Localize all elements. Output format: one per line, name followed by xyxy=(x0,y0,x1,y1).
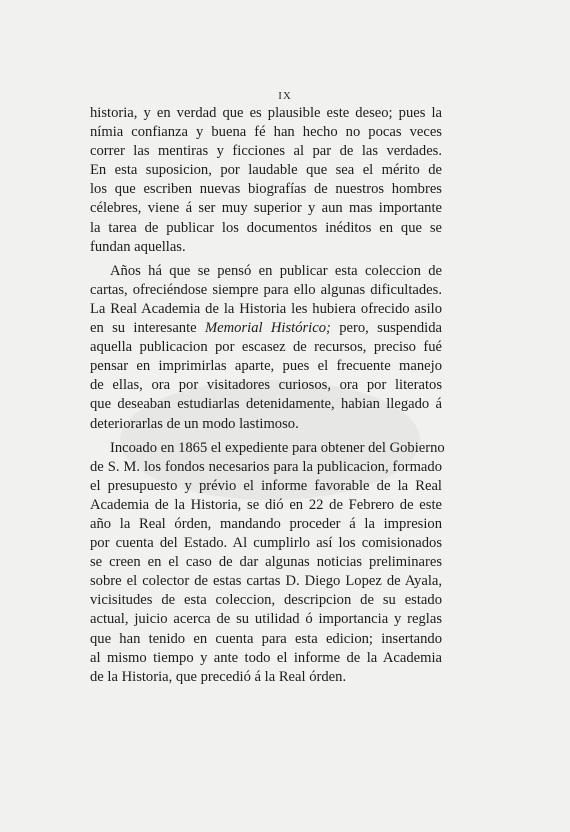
text-line: que deseaban estudiarlas detenidamente, habian llegado á xyxy=(90,396,442,413)
text-line: año la Real órden, mandando proceder á la impresion xyxy=(90,515,442,532)
text-line: pensar en imprimirlas aparte, pues el frecuente manejo xyxy=(90,358,442,375)
text-line: sobre el colector de estas cartas D. Diego Lopez de Ayala, xyxy=(90,573,442,590)
text-line: de ellas, ora por visitadores curiosos, ora por literatos xyxy=(90,377,442,394)
page-number: IX xyxy=(278,90,292,102)
paragraph-1 xyxy=(90,104,442,257)
text-line: de la Historia, que precedió á la Real órden. xyxy=(90,668,347,685)
text-line: se creen en el caso de dar algunas noticias preliminares xyxy=(90,554,442,571)
text-line: la tarea de publicar los documentos inéditos en que se xyxy=(90,219,442,236)
text-line: que han tenido en cuenta para esta edicion; insertando xyxy=(90,630,442,647)
text-line: historia, y en verdad que es plausible este deseo; pues la xyxy=(90,105,442,121)
text-line: el presupuesto y prévio el informe favorable de la Real xyxy=(90,477,442,494)
text-line: En esta suposicion, por laudable que sea el mérito de xyxy=(90,162,442,179)
text-line: nímia confianza y buena fé han hecho no pocas veces xyxy=(90,124,442,141)
paragraph-3 xyxy=(90,439,445,687)
text-line: de S. M. los fondos necesarios para la publicacion, formado xyxy=(90,458,442,475)
body-text xyxy=(90,104,445,692)
text-line: actual, juicio acerca de su utilidad ó importancia y reglas xyxy=(90,611,442,628)
text-line: correr las mentiras y ficciones al par de las verdades. xyxy=(90,143,442,160)
text-line: cartas, ofreciéndose siempre para ello algunas dificultades. xyxy=(90,281,442,298)
paragraph-2 xyxy=(90,262,442,434)
text-line: aquella publicacion por escasez de recursos, preciso fué xyxy=(90,339,442,356)
text-line: al mismo tiempo y ante todo el informe de la Academia xyxy=(90,649,442,666)
text-line: La Real Academia de la Historia les hubiera ofrecido asilo xyxy=(90,300,442,317)
text-line: vicisitudes de esta coleccion, descripcion de su estado xyxy=(90,592,442,609)
text-line: Años há que se pensó en publicar esta coleccion de xyxy=(110,262,442,279)
text-fragment: en su interesante xyxy=(90,320,205,337)
text-line: Academia de la Historia, se dió en 22 de Febrero de este xyxy=(90,496,442,513)
text-line: Incoado en 1865 el expediente para obtener del Gobierno xyxy=(110,439,445,456)
text-line: los que escriben nuevas biografías de nuestros hombres xyxy=(90,181,442,198)
italic-title: Memorial Histórico; xyxy=(204,320,331,337)
text-line: fundan aquellas. xyxy=(90,238,186,255)
text-fragment: pero, suspendida xyxy=(330,320,442,337)
text-line: célebres, viene á ser muy superior y aun mas importante xyxy=(90,200,442,217)
text-line: deteriorarlas de un modo lastimoso. xyxy=(90,415,299,432)
text-line: por cuenta del Estado. Al cumplirlo así los comisionados xyxy=(90,535,442,552)
text-line-mixed xyxy=(90,319,442,338)
